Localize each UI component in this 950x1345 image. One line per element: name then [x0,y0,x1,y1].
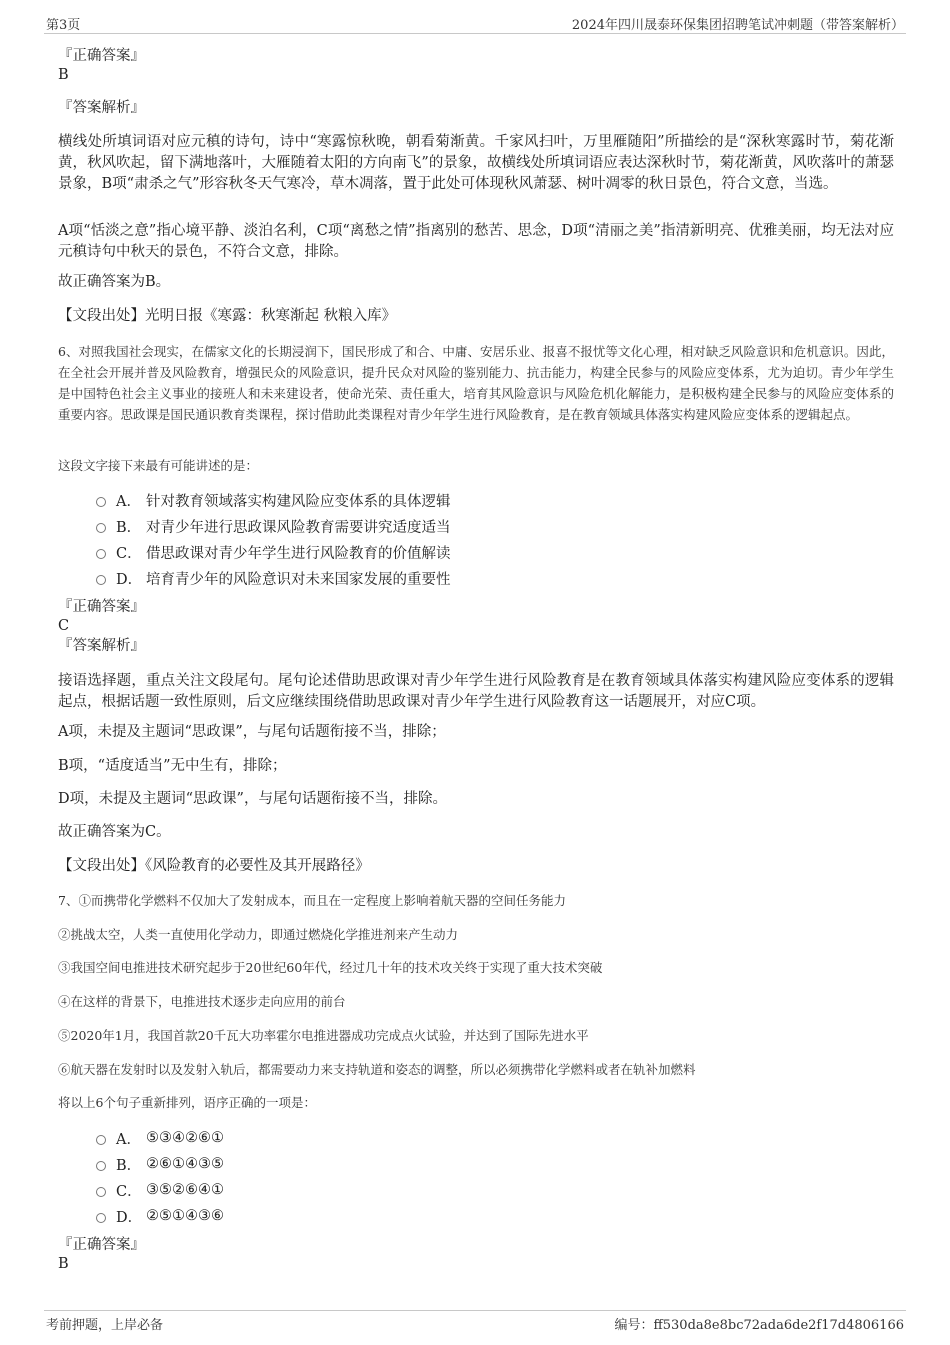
question-prompt: 将以上6个句子重新排列，语序正确的一项是： [58,1095,316,1110]
sentence-2: ②挑战太空，人类一直使用化学动力，即通过燃烧化学推进剂来产生动力 [58,927,459,942]
footer-divider [44,1310,906,1311]
option-letter: B． [116,519,142,536]
question-prompt: 这段文字接下来最有可能讲述的是： [58,458,259,473]
option-text: 针对教育领域落实构建风险应变体系的具体逻辑 [146,493,451,510]
header-divider [44,33,906,34]
radio-button[interactable] [96,575,106,585]
document-code: 编号：ff530da8e8bc72ada6de2f17d4806166 [614,1318,904,1333]
sentence-3: ③我国空间电推进技术研究起步于20世纪60年代，经过几十年的技术攻关终于实现了重大技术突破 [58,960,603,975]
option-text: 对青少年进行思政课风险教育需要讲究适度适当 [146,519,451,536]
conclusion: 故正确答案为B。 [58,274,171,290]
answer-label: 『正确答案』 [58,599,145,615]
option-text: 借思政课对青少年学生进行风险教育的价值解读 [146,545,451,562]
source-citation: 【文段出处】《风险教育的必要性及其开展路径》 [58,858,370,874]
answer-value: C [58,618,70,634]
option-text: ②⑥①④③⑤ [146,1156,224,1172]
option-a[interactable] [96,489,451,511]
radio-button[interactable] [96,1213,106,1223]
option-letter: C． [116,1183,142,1200]
answer-label: 『正确答案』 [58,1237,145,1253]
analysis-option-b: B项，“适度适当”无中生有，排除； [58,758,287,774]
analysis-label: 『答案解析』 [58,638,145,654]
question-stem: 6、对照我国社会现实，在儒家文化的长期浸润下，国民形成了和合、中庸、安居乐业、报喜不报忧等文化心理，相对缺乏风险意识和危机意识。因此，在全社会开展并普及风险教育，增强民众的风险意识，提升民众对风险的鉴别能力、抗击能力，构建全民参与的风险应变体系，尤为迫切。青少年学生是中国特色社会主义事业的接班人和未来建设者，使命光荣、责任重大，培育其风险意识与风险危机化解能力，是积极构建全民参与的风险应变体系的重要内容。思政课是国民通识教育类课程，探讨借助此类课程对青少年学生进行风险教育，是在教育领域具体落实构建风险应变体系的逻辑起点。 [58,344,894,422]
sentence-5: ⑤2020年1月，我国首款20千瓦大功率霍尔电推进器成功完成点火试验，并达到了国际先进水平 [58,1028,589,1043]
analysis-paragraph: A项“恬淡之意”指心境平静、淡泊名利，C项“离愁之情”指离别的愁苦、思念，D项“清丽之美”指清新明亮、优雅美丽，均无法对应元稹诗句中秋天的景色，不符合文意，排除。 [58,223,894,260]
option-letter: D． [116,1209,143,1226]
option-text: ②⑤①④③⑥ [146,1208,224,1224]
radio-button[interactable] [96,523,106,533]
conclusion: 故正确答案为C。 [58,824,171,840]
page-number: 第3页 [46,18,81,33]
analysis-paragraph: 横线处所填词语对应元稹的诗句，诗中“寒露惊秋晚，朝看菊渐黄。千家风扫叶，万里雁随阳”所描绘的是“深秋寒露时节，菊花渐黄，秋风吹起，留下满地落叶，大雁随着太阳的方向南飞”的景象，故横线处所填词语应表达深秋时节，菊花渐黄，风吹落叶的萧瑟景象，B项“肃杀之气”形容秋冬天气寒冷，草木凋落，置于此处可体现秋风萧瑟、树叶凋零的秋日景色，符合文意，当选。 [58,134,894,192]
sentence-1: 7、①而携带化学燃料不仅加大了发射成本，而且在一定程度上影响着航天器的空间任务能力 [58,893,566,908]
sentence-4: ④在这样的背景下，电推进技术逐步走向应用的前台 [58,994,346,1009]
option-letter: A． [116,1131,141,1148]
radio-button[interactable] [96,549,106,559]
answer-value: B [58,67,69,83]
radio-button[interactable] [96,1135,106,1145]
option-c[interactable] [96,541,451,563]
option-d[interactable] [96,1205,224,1227]
option-a[interactable] [96,1127,224,1149]
analysis-option-a: A项，未提及主题词“思政课”，与尾句话题衔接不当，排除； [58,724,446,740]
option-d[interactable] [96,567,451,589]
option-text: ⑤③④②⑥① [146,1130,224,1146]
option-text: 培育青少年的风险意识对未来国家发展的重要性 [146,571,451,588]
option-letter: D． [116,571,143,588]
option-c[interactable] [96,1179,224,1201]
document-title: 2024年四川晟泰环保集团招聘笔试冲刺题（带答案解析） [571,18,904,33]
radio-button[interactable] [96,1161,106,1171]
radio-button[interactable] [96,1187,106,1197]
analysis-paragraph: 接语选择题，重点关注文段尾句。尾句论述借助思政课对青少年学生进行风险教育是在教育领域具体落实构建风险应变体系的逻辑起点，根据话题一致性原则，后文应继续围绕借助思政课对青少年学生进行风险教育这一话题展开，对应C项。 [58,673,894,710]
option-letter: C． [116,545,142,562]
source-citation: 【文段出处】光明日报《寒露：秋寒渐起 秋粮入库》 [58,308,397,324]
sentence-6: ⑥航天器在发射时以及发射入轨后，都需要动力来支持轨道和姿态的调整，所以必须携带化学燃料或者在轨补加燃料 [58,1062,696,1077]
option-text: ③⑤②⑥④① [146,1182,224,1198]
option-b[interactable] [96,515,451,537]
answer-value: B [58,1256,69,1272]
option-letter: A． [116,493,141,510]
footer-slogan: 考前押题，上岸必备 [46,1318,164,1333]
option-letter: B． [116,1157,142,1174]
analysis-label: 『答案解析』 [58,100,145,116]
option-b[interactable] [96,1153,224,1175]
radio-button[interactable] [96,497,106,507]
answer-label: 『正确答案』 [58,48,145,64]
analysis-option-d: D项，未提及主题词“思政课”，与尾句话题衔接不当，排除。 [58,791,447,807]
